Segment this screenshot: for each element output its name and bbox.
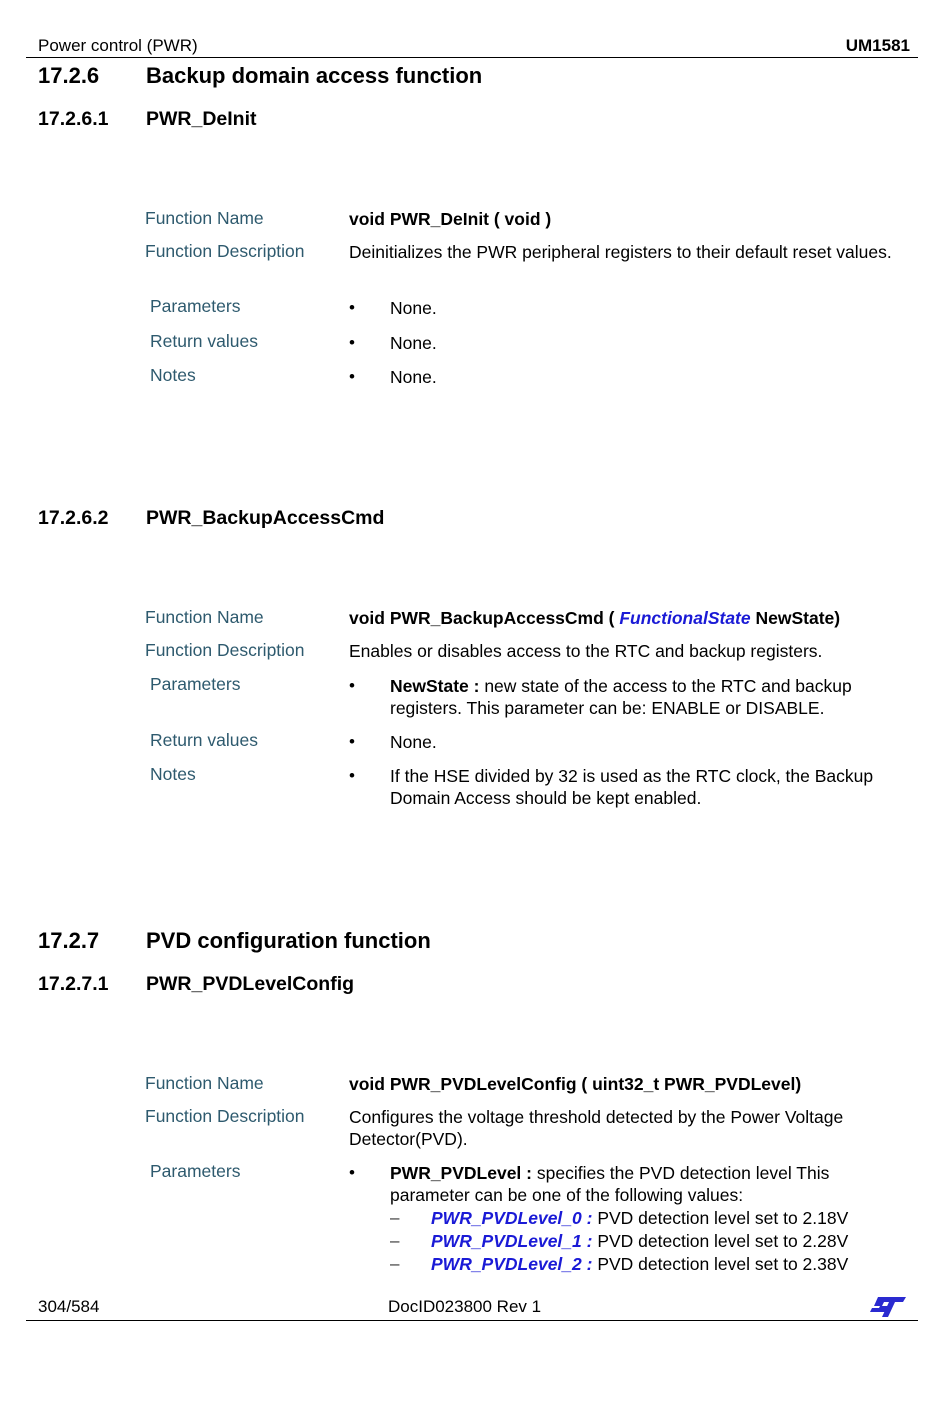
dash: – <box>390 1231 400 1250</box>
pvd-level-item <box>431 1230 848 1252</box>
notes-value: If the HSE divided by 32 is used as the RTC clock, the Backup Domain Access should be kept enabled. <box>390 766 874 808</box>
function-name-value: void PWR_DeInit ( void ) <box>349 209 552 229</box>
pvd-level-name: PWR_PVDLevel_0 : <box>431 1208 598 1228</box>
function-name-value: void PWR_PVDLevelConfig ( uint32_t PWR_PVDLevel) <box>349 1074 802 1094</box>
parameters-value: None. <box>390 298 437 318</box>
label-return-values: Return values <box>150 730 258 750</box>
bullet: • <box>349 732 355 751</box>
footer-rule <box>26 1320 918 1321</box>
header-section-title: Power control (PWR) <box>38 36 198 55</box>
bullet: • <box>349 298 355 317</box>
function-description-value: Configures the voltage threshold detected by the Power Voltage Detector(PVD). <box>349 1107 844 1149</box>
function-name-suffix: NewState) <box>750 608 841 628</box>
label-return-values: Return values <box>150 331 258 351</box>
pvd-level-name: PWR_PVDLevel_2 : <box>431 1254 598 1274</box>
pvd-level-desc: PVD detection level set to 2.18V <box>597 1208 849 1228</box>
parameters-value <box>390 675 910 719</box>
dash: – <box>390 1208 400 1227</box>
param-name: PWR_PVDLevel : <box>390 1163 537 1183</box>
st-logo-icon <box>866 1295 908 1319</box>
pvd-level-desc: PVD detection level set to 2.38V <box>597 1254 849 1274</box>
param-description: specifies the PVD detection level This parameter can be one of the following values: <box>390 1163 830 1205</box>
bullet: • <box>349 333 355 352</box>
return-values-value: None. <box>390 732 437 752</box>
section-number: 17.2.7.1 <box>38 973 109 995</box>
label-notes: Notes <box>150 365 196 385</box>
label-function-name: Function Name <box>145 607 264 627</box>
pvd-level-item <box>431 1207 848 1229</box>
function-name-prefix: void PWR_BackupAccessCmd ( <box>349 608 620 628</box>
section-title: PWR_BackupAccessCmd <box>146 507 385 529</box>
label-function-name: Function Name <box>145 1073 264 1093</box>
bullet: • <box>349 367 355 386</box>
dash: – <box>390 1254 400 1273</box>
section-number: 17.2.6.2 <box>38 507 109 529</box>
pvd-level-name: PWR_PVDLevel_1 : <box>431 1231 598 1251</box>
notes-value: None. <box>390 367 437 387</box>
function-param-type: FunctionalState <box>619 608 751 628</box>
section-number: 17.2.7 <box>38 928 100 953</box>
section-number: 17.2.6.1 <box>38 108 109 130</box>
parameters-value <box>390 1162 910 1206</box>
pvd-level-item <box>431 1253 848 1275</box>
function-name-value <box>349 607 909 629</box>
return-values-value: None. <box>390 333 437 353</box>
label-notes: Notes <box>150 764 196 784</box>
header-rule <box>26 57 918 58</box>
section-title: PWR_PVDLevelConfig <box>146 973 355 995</box>
function-description-value: Enables or disables access to the RTC and backup registers. <box>349 641 823 661</box>
footer-page-number: 304/584 <box>38 1297 100 1316</box>
footer-doc-id: DocID023800 Rev 1 <box>388 1297 542 1316</box>
label-function-name: Function Name <box>145 208 264 228</box>
bullet: • <box>349 1163 355 1182</box>
section-title: PVD configuration function <box>146 928 431 953</box>
label-function-description: Function Description <box>145 241 305 261</box>
header-doc-number: UM1581 <box>845 36 910 55</box>
pvd-level-desc: PVD detection level set to 2.28V <box>597 1231 849 1251</box>
section-number: 17.2.6 <box>38 63 100 88</box>
param-name: NewState : <box>390 676 485 696</box>
section-title: PWR_DeInit <box>146 108 257 130</box>
section-title: Backup domain access function <box>146 63 483 88</box>
bullet: • <box>349 676 355 695</box>
param-description: new state of the access to the RTC and backup registers. This parameter can be: ENABLE or DISABLE. <box>390 676 852 718</box>
label-function-description: Function Description <box>145 1106 305 1126</box>
function-description-value: Deinitializes the PWR peripheral registers to their default reset values. <box>349 242 892 262</box>
label-function-description: Function Description <box>145 640 305 660</box>
label-parameters: Parameters <box>150 674 241 694</box>
bullet: • <box>349 766 355 785</box>
label-parameters: Parameters <box>150 1161 241 1181</box>
label-parameters: Parameters <box>150 296 241 316</box>
